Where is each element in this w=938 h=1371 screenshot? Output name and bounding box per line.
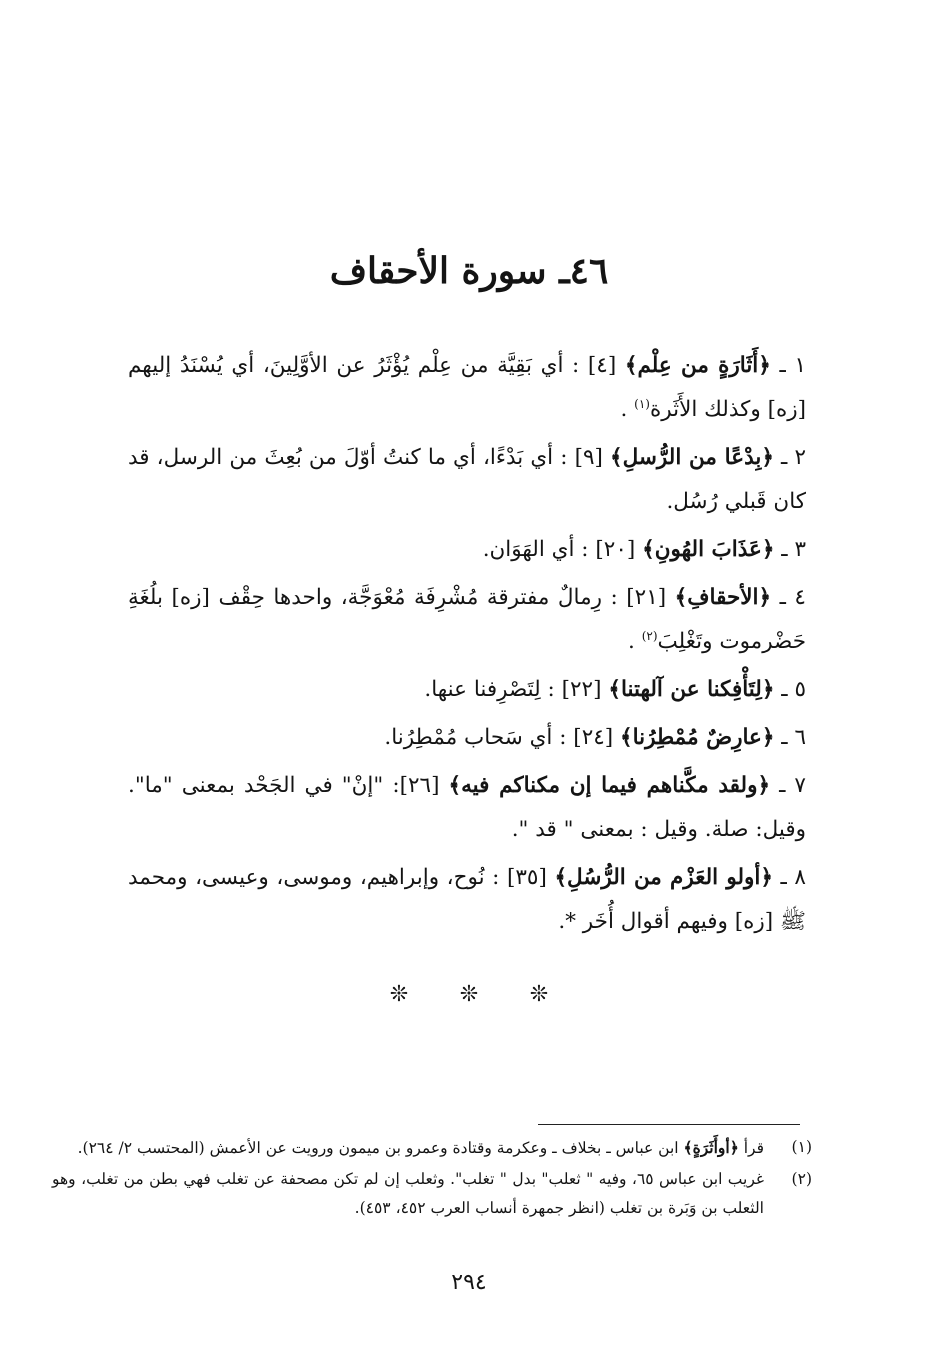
footnote-body: ابن عباس ـ بخلاف ـ وعكرمة وقتادة وعمرو بن ميمون ورويت عن الأعمش (المحتسب ٢/ ٢٦٤). <box>77 1139 679 1157</box>
quran-phrase: ﴿لِتَأْفِكنا عن آلهتنا﴾ <box>608 677 775 702</box>
glossary-entry <box>128 668 806 712</box>
entry-text: [٢٤] : أي سَحاب مُمْطِرُنا. <box>384 725 614 750</box>
entry-number: ٥ ـ <box>781 677 806 702</box>
entry-number: ٢ ـ <box>781 445 807 470</box>
glossary-entry <box>128 436 806 524</box>
footnote-divider <box>538 1124 800 1125</box>
footnote-ref[interactable]: (٢) <box>641 628 658 643</box>
footnote <box>52 1133 812 1163</box>
glossary-entries <box>128 344 806 948</box>
glossary-entry <box>128 576 806 664</box>
page-number: ٢٩٤ <box>451 1270 487 1295</box>
glossary-entry <box>128 344 806 432</box>
entry-number: ١ ـ <box>779 353 806 378</box>
star-ornament-icon: ❊ <box>389 982 409 1007</box>
footnote-number: (٢) <box>791 1170 812 1188</box>
quran-phrase: ﴿عَذَابَ الهُونِ﴾ <box>642 537 775 562</box>
entry-text: [٢٠] : أي الهَوَان. <box>482 537 636 562</box>
entry-text: [٣٥] : نُوح، وإبراهيم، وموسى، وعيسى، ومحمد ﷺ [زه] وفيهم أقوال أُخَر *. <box>128 865 806 934</box>
glossary-entry <box>128 716 806 760</box>
entry-number: ٨ ـ <box>780 865 806 890</box>
glossary-entry <box>128 528 806 572</box>
surah-title: ٤٦ـ سورة الأحقاف <box>329 250 609 292</box>
star-ornament-icon: ❊ <box>459 982 479 1007</box>
quran-phrase: ﴿أَثَارَةٍ من عِلْم﴾ <box>624 353 771 378</box>
footnote-ref[interactable]: (١) <box>634 396 650 411</box>
quran-phrase: ﴿ولقد مكَّناهم فيما إن مكناكم فيه﴾ <box>448 773 771 798</box>
footnote-text <box>52 1133 764 1163</box>
quran-phrase: ﴿عارِضٌ مُمْطِرُنا﴾ <box>620 725 775 750</box>
footnotes <box>52 1133 812 1225</box>
quran-phrase: ﴿أوأَثَرَةٍ﴾ <box>683 1138 739 1157</box>
entry-tail: . <box>628 629 635 654</box>
glossary-entry <box>128 764 806 852</box>
section-separator <box>0 982 938 1007</box>
footnote-lead: قرأ <box>743 1139 764 1157</box>
quran-phrase: ﴿بِدْعًا من الرُّسلِ﴾ <box>610 445 774 470</box>
entry-text: [٢٢] : لِتَصْرِفنا عنها. <box>424 677 602 702</box>
entry-text: [٩] : أي بَدْءًا، أي ما كنتُ أوّلَ من بُعِثَ من الرسل، قد كان قَبلي رُسُل. <box>128 445 806 514</box>
glossary-entry <box>128 856 806 944</box>
quran-phrase: ﴿أولو العَزْم من الرُّسُلِ﴾ <box>554 865 773 890</box>
quran-phrase: ﴿الأحقافِ﴾ <box>674 585 772 610</box>
entry-number: ٦ ـ <box>781 725 806 750</box>
entry-text: [٢٦]: "إنْ" في الجَحْد بمعنى "ما". وقيل: صلة. وقيل : بمعنى " قد ". <box>128 773 806 842</box>
footnote-body: غريب ابن عباس ٦٥، وفيه " ثعلب" بدل " تغلب". وثعلب إن لم تكن مصحفة عن تغلب فهي بطن من تغلب، وهو الثعلب بن وَبَرة بن تغلب (انظر جمهرة أنساب العرب ٤٥٢، ٤٥٣). <box>52 1170 764 1217</box>
footnote-number: (١) <box>791 1138 812 1156</box>
entry-text: [٤] : أي بَقِيَّة من عِلْم يُؤْثَرُ عن الأوَّلِينَ، أي يُسْنَدُ إليهم [زه] وكذلك الأَثَرة <box>128 353 806 422</box>
footnote-text <box>52 1165 764 1223</box>
footnote <box>52 1165 812 1223</box>
entry-tail: . <box>620 397 628 422</box>
entry-number: ٣ ـ <box>781 537 806 562</box>
entry-number: ٤ ـ <box>779 585 806 610</box>
entry-number: ٧ ـ <box>779 773 806 798</box>
star-ornament-icon: ❊ <box>529 982 549 1007</box>
entry-text: [٢١] : رِمالٌ مفترقة مُشْرِفَة مُعْوَجَّة، واحدها حِقْف [زه] بلُغَةِ حَضْرموت وتَغْلِبَ <box>128 585 806 654</box>
